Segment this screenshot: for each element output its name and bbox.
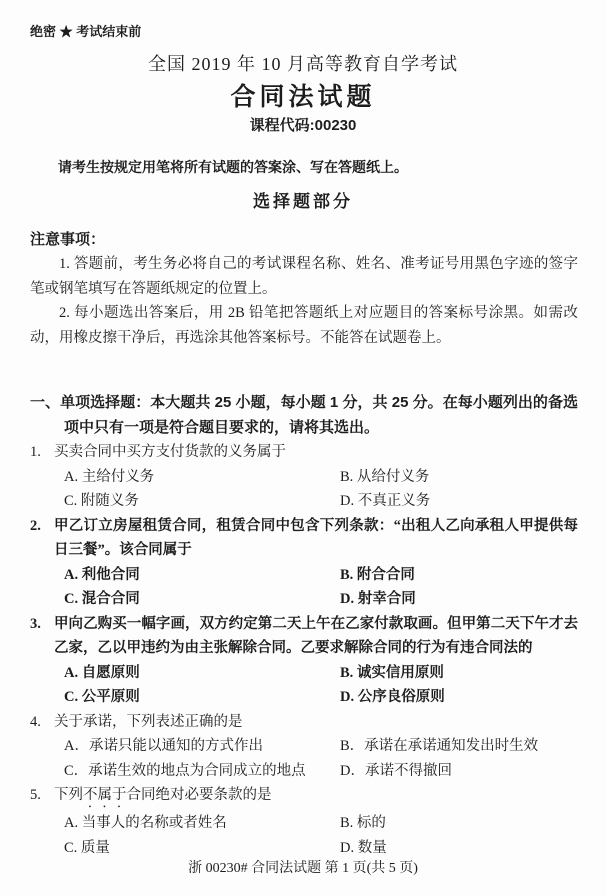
notes-section bbox=[30, 228, 578, 350]
option-a: A. 自愿原则 bbox=[64, 664, 140, 681]
option-a: A．承诺只能以通知的方式作出 bbox=[64, 738, 263, 754]
stem-emphasized: 不属于 bbox=[83, 787, 127, 803]
question-number: 5. bbox=[30, 787, 41, 803]
mcq-section-heading: 一、单项选择题：本大题共 25 小题，每小题 1 分，共 25 分。在每小题列出的备选项中只有一项是符合题目要求的，请将其选出。 bbox=[30, 394, 578, 436]
option-b: B. 附合合同 bbox=[340, 566, 415, 583]
answer-sheet-instruction: 请考生按规定用笔将所有试题的答案涂、写在答题纸上。 bbox=[58, 159, 408, 175]
option-c: C. 公平原则 bbox=[64, 689, 140, 705]
paper-title: 合同法试题 bbox=[230, 83, 376, 111]
option-a: A. 当事人的名称或者姓名 bbox=[64, 815, 227, 831]
question-list bbox=[30, 440, 578, 860]
option-b: B．承诺在承诺通知发出时生效 bbox=[340, 738, 539, 754]
option-b: B. 从给付义务 bbox=[340, 468, 430, 485]
stem-prefix: 下列 bbox=[54, 787, 83, 803]
question-1-stem bbox=[30, 440, 578, 465]
option-c: C．承诺生效的地点为合同成立的地点 bbox=[64, 762, 306, 779]
question-2 bbox=[30, 514, 578, 612]
question-3-options bbox=[30, 661, 578, 710]
question-1-options bbox=[30, 465, 578, 514]
part-title-multiple-choice: 选择题部分 bbox=[253, 192, 353, 211]
question-stem-text: 关于承诺，下列表述正确的是 bbox=[54, 713, 243, 730]
option-a: A. 主给付义务 bbox=[64, 468, 155, 485]
question-number: 1. bbox=[30, 444, 41, 460]
option-c: C. 混合合同 bbox=[64, 591, 140, 607]
question-stem-text bbox=[54, 783, 578, 811]
option-d: D. 射幸合同 bbox=[340, 591, 416, 607]
option-d: D. 不真正义务 bbox=[340, 493, 431, 509]
question-3-stem bbox=[30, 612, 578, 661]
question-4-options bbox=[30, 734, 578, 783]
note-item-2: 2. 每小题选出答案后，用 2B 铅笔把答题纸上对应题目的答案标号涂黑。如需改动，用橡皮擦干净后，再选涂其他答案标号。不能答在试题卷上。 bbox=[30, 305, 578, 346]
question-number: 4. bbox=[30, 713, 41, 730]
question-3 bbox=[30, 612, 578, 710]
option-c: C. 附随义务 bbox=[64, 493, 139, 509]
option-d: D. 公序良俗原则 bbox=[340, 689, 445, 705]
question-1 bbox=[30, 440, 578, 514]
classification-banner: 绝密 ★ 考试结束前 bbox=[30, 24, 142, 39]
question-2-options bbox=[30, 563, 578, 612]
page-footer: 浙 00230# 合同法试题 第 1 页(共 5 页) bbox=[188, 861, 418, 876]
question-stem-text: 甲向乙购买一幅字画，双方约定第二天上午在乙家付款取画。但甲第二天下午才去乙家，乙以甲违约为由主张解除合同。乙要求解除合同的行为有违合同法的 bbox=[54, 615, 578, 656]
question-4 bbox=[30, 710, 578, 784]
question-stem-text: 甲乙订立房屋租赁合同，租赁合同中包含下列条款：“出租人乙向承租人甲提供每日三餐”。该合同属于 bbox=[54, 517, 578, 558]
option-d: D. 数量 bbox=[340, 839, 387, 856]
question-4-stem bbox=[30, 710, 578, 735]
option-d: D．承诺不得撤回 bbox=[340, 762, 452, 779]
question-5-options bbox=[30, 811, 578, 860]
notes-heading: 注意事项： bbox=[30, 231, 106, 248]
option-c: C. 质量 bbox=[64, 839, 110, 856]
course-code: 课程代码:00230 bbox=[249, 117, 357, 134]
exam-title: 全国 2019 年 10 月高等教育自学考试 bbox=[148, 54, 458, 74]
question-stem-text: 买卖合同中买方支付货款的义务属于 bbox=[54, 444, 286, 460]
option-a: A. 利他合同 bbox=[64, 566, 140, 583]
option-b: B. 标的 bbox=[340, 815, 386, 831]
question-number: 3. bbox=[30, 615, 41, 632]
question-5-stem bbox=[30, 783, 578, 811]
question-5 bbox=[30, 783, 578, 860]
question-2-stem bbox=[30, 514, 578, 563]
option-b: B. 诚实信用原则 bbox=[340, 664, 444, 681]
note-item-1: 1. 答题前，考生务必将自己的考试课程名称、姓名、准考证号用黑色字迹的签字笔或钢笔填写在答题纸规定的位置上。 bbox=[30, 256, 578, 297]
question-number: 2. bbox=[30, 517, 41, 534]
stem-suffix: 合同绝对必要条款的是 bbox=[126, 787, 272, 803]
